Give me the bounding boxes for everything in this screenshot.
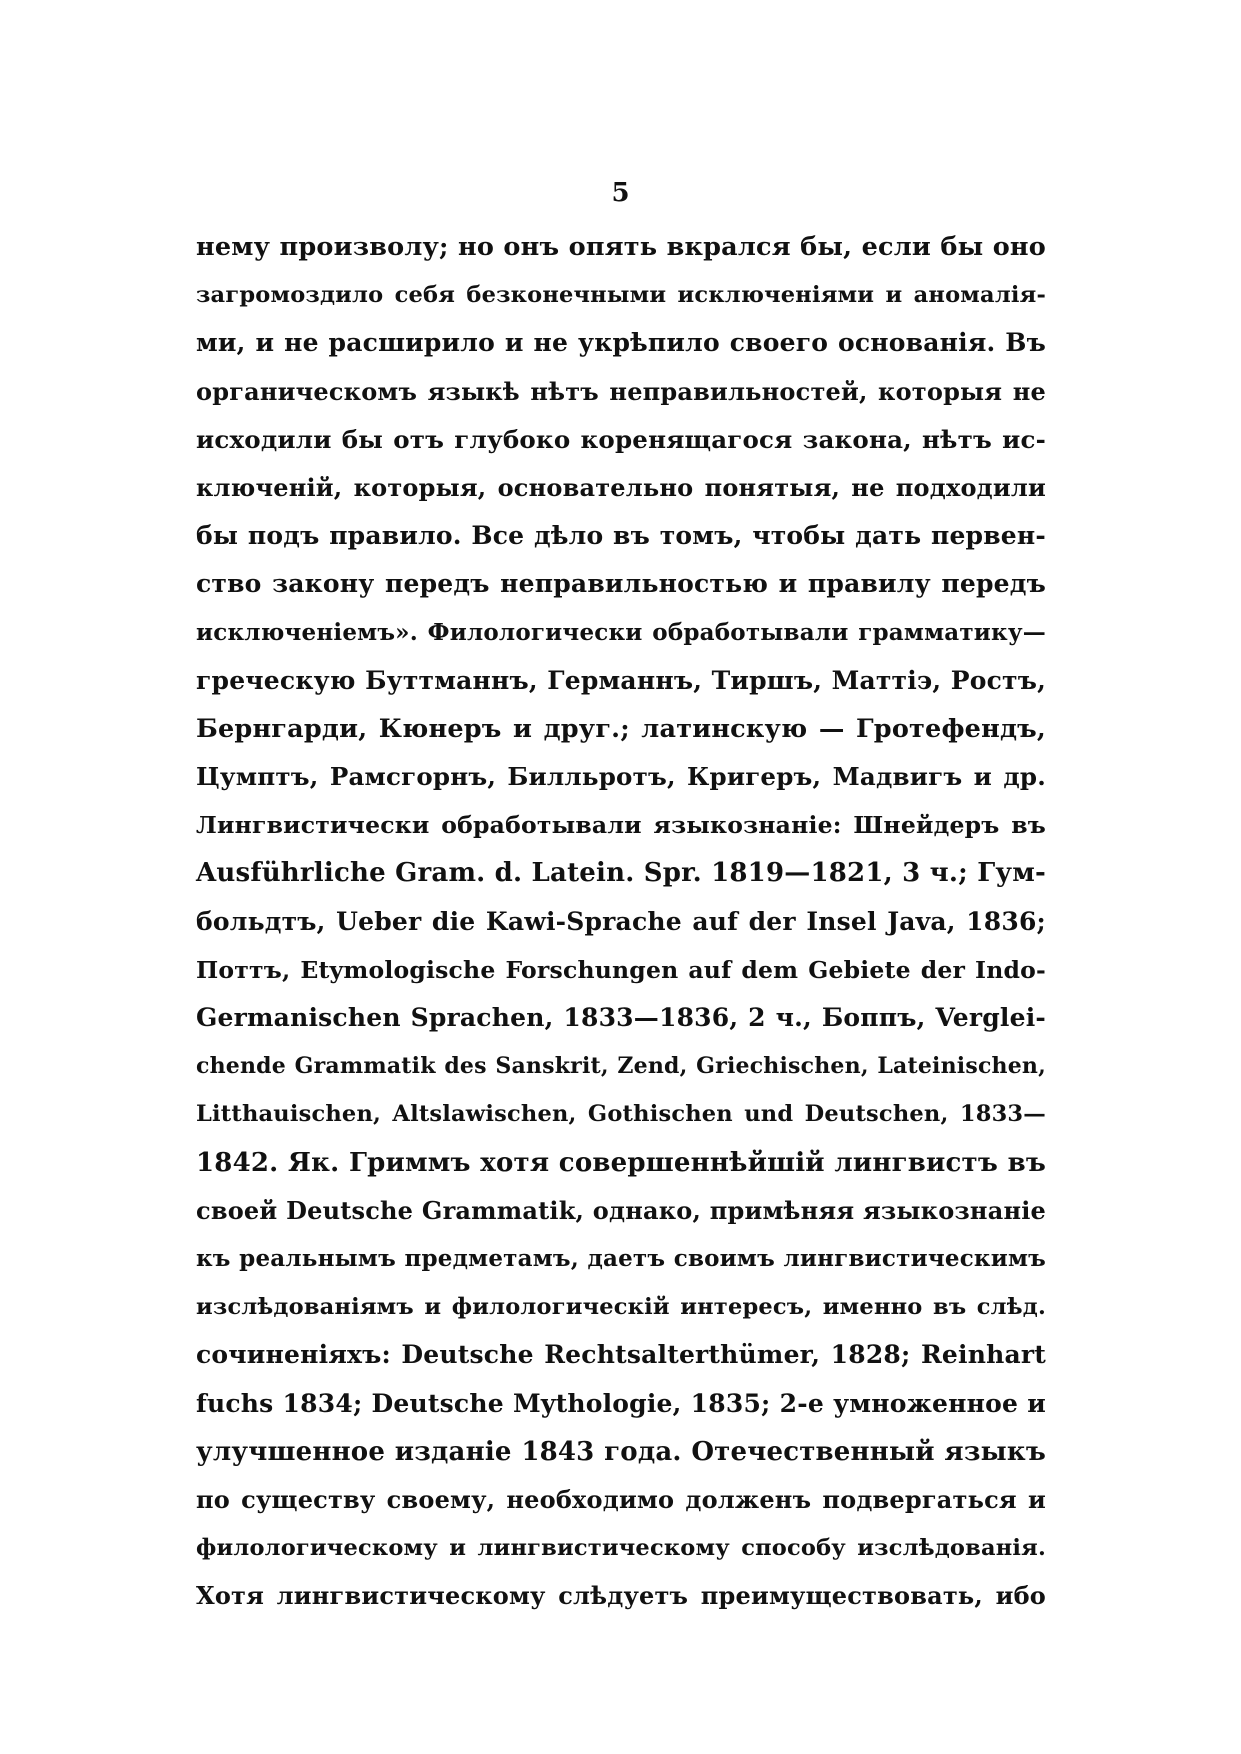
text-line: сочиненіяхъ: Deutsche Rechtsalterthümer, 1828; Reinhart [196, 1340, 1046, 1370]
text-line: филологическому и лингвистическому способу изслѣдованія. [196, 1535, 1046, 1562]
text-line: Litthauischen, Altslawischen, Gothischen und Deutschen, 1833— [196, 1101, 1046, 1128]
text-line: изслѣдованіямъ и филологическій интересъ, именно въ слѣд. [196, 1294, 1046, 1321]
text-line: загромоздило себя безконечными исключеніями и аномалія- [196, 282, 1046, 309]
text-line: ми, и не расширило и не укрѣпило своего основанія. Въ [196, 328, 1046, 358]
text-line: Germanischen Sprachen, 1833—1836, 2 ч., Боппъ, Verglei- [196, 1003, 1046, 1032]
text-line: исходили бы отъ глубоко коренящагося закона, нѣтъ ис- [196, 424, 1046, 454]
text-line: fuchs 1834; Deutsche Mythologie, 1835; 2-е умноженное и [196, 1388, 1046, 1418]
text-line: chende Grammatik des Sanskrit, Zend, Griechischen, Lateinischen, [196, 1053, 1046, 1080]
text-line: греческую Буттманнъ, Германнъ, Тиршъ, Маттіэ, Ростъ, [196, 665, 1046, 695]
text-line: по существу своему, необходимо долженъ подвергаться и [196, 1484, 1046, 1514]
page-number: 5 [611, 178, 630, 208]
text-line: Хотя лингвистическому слѣдуетъ преимуществовать, ибо [196, 1581, 1046, 1611]
text-line: больдтъ, Ueber die Kawi-Sprache auf der Insel Java, 1836; [196, 906, 1046, 936]
text-line: къ реальнымъ предметамъ, даетъ своимъ лингвистическимъ [196, 1244, 1046, 1272]
text-line: своей Deutsche Grammatik, однако, примѣняя языкознаніе [196, 1195, 1046, 1225]
text-line: ство закону передъ неправильностью и правилу передъ [196, 569, 1046, 599]
text-line: бы подъ правило. Все дѣло въ томъ, чтобы дать первен- [196, 521, 1046, 551]
text-line: ключеній, которыя, основательно понятыя, не подходили [196, 472, 1046, 502]
text-line: улучшенное изданіе 1843 года. Отечественный языкъ [196, 1436, 1046, 1467]
text-line: Лингвистически обработывали языкознаніе: Шнейдеръ въ [196, 811, 1046, 840]
text-line: Ausführliche Gram. d. Latein. Spr. 1819—1821, 3 ч.; Гум- [196, 858, 1046, 889]
text-line: Бернгарди, Кюнеръ и друг.; латинскую — Гротефендъ, [196, 713, 1046, 744]
text-line: 1842. Як. Гриммъ хотя совершеннѣйшій лингвистъ въ [196, 1147, 1046, 1178]
text-line: нему произволу; но онъ опять вкрался бы, если бы оно [196, 232, 1046, 262]
body-text [196, 223, 1046, 1620]
text-line: Поттъ, Etymologische Forschungen auf dem Gebiete der Indo- [196, 955, 1046, 984]
text-line: Цумптъ, Рамсгорнъ, Билльротъ, Кригеръ, Мадвигъ и др. [196, 762, 1046, 792]
text-line: органическомъ языкѣ нѣтъ неправильностей, которыя не [196, 376, 1046, 406]
text-line: исключеніемъ». Филологически обработывали грамматику— [196, 618, 1046, 646]
